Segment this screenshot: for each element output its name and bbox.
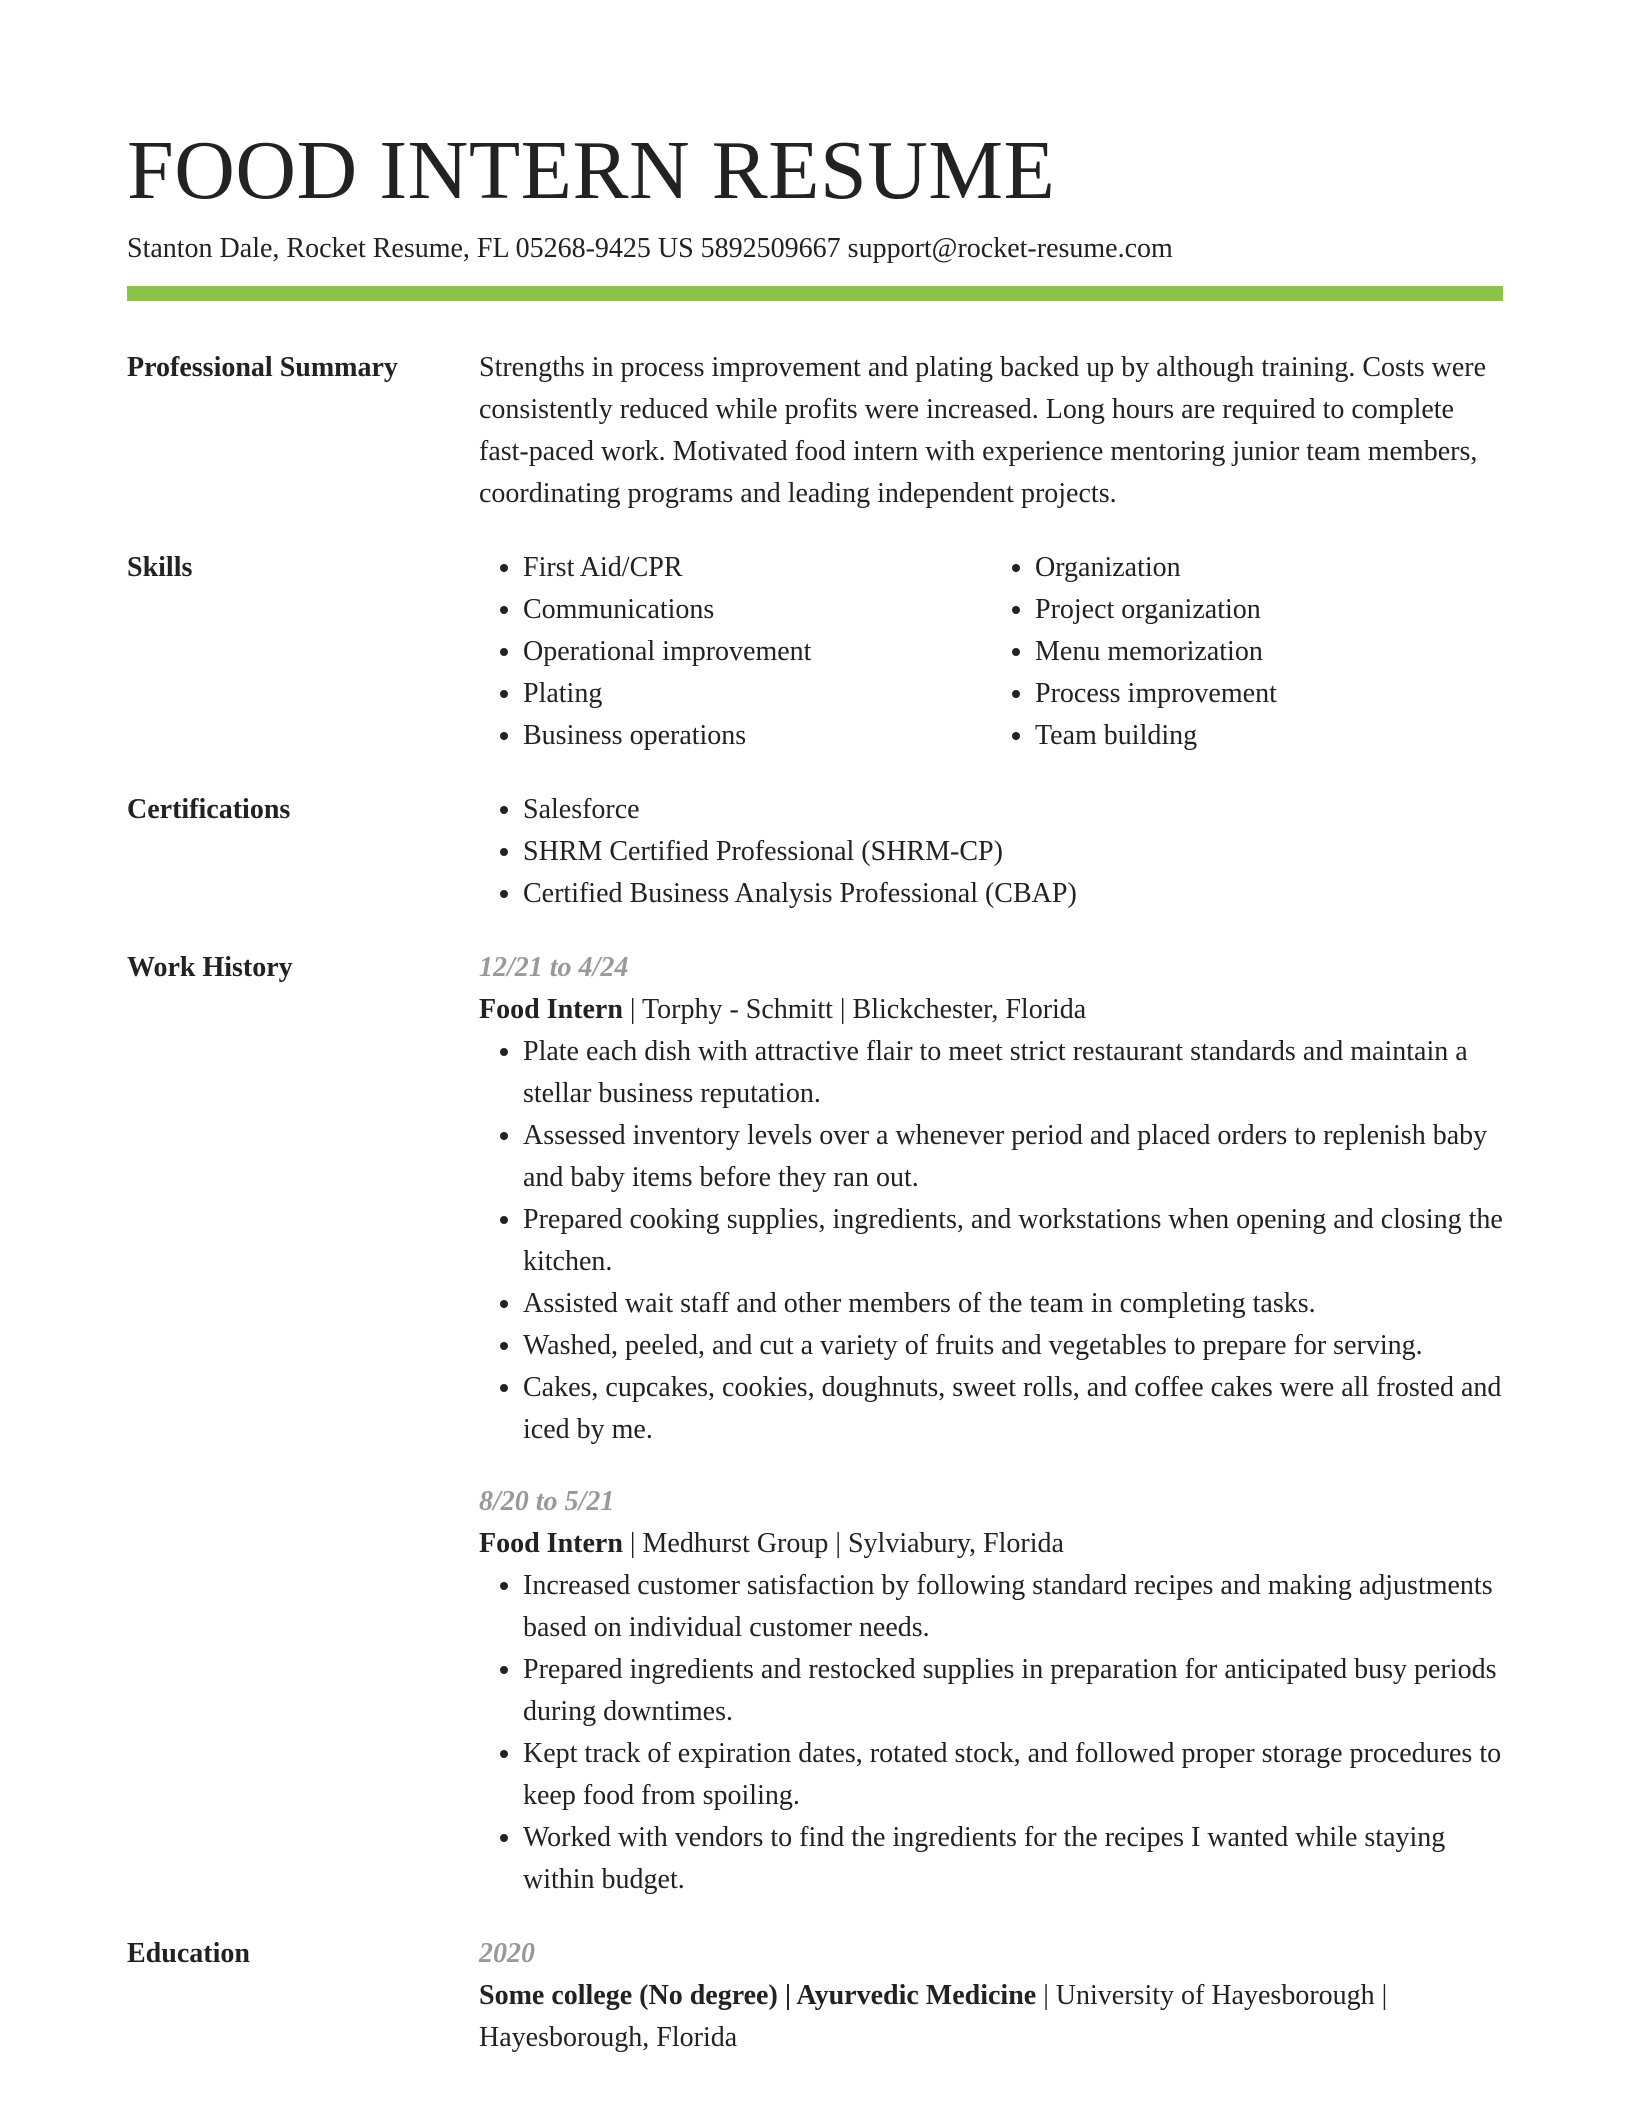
summary-body [479,347,1503,515]
summary-section [127,347,1503,515]
skill-item: • Communications [523,589,991,631]
section-title-summary: Professional Summary [127,352,398,383]
resume-sections [127,347,1503,2091]
job-duties-list [479,1565,1503,1901]
certifications-section [127,789,1503,915]
job-role: Food Intern [479,1528,623,1559]
skill-item: • Plating [523,673,991,715]
education-school-location: | University of Hayesborough | Hayesborough, Florida [479,1980,1388,2053]
job-duty: • Plate each dish with attractive flair to meet strict restaurant standards and maintain a stellar business reputation. [523,1031,1503,1115]
job-duty: • Increased customer satisfaction by following standard recipes and making adjustments based on individual customer needs. [523,1565,1503,1649]
skill-item: • Operational improvement [523,631,991,673]
skills-section [127,547,1503,757]
skill-item: • Process improvement [1035,673,1503,715]
certification-item: • SHRM Certified Professional (SHRM-CP) [523,831,1503,873]
education-degree: Some college (No degree) | Ayurvedic Medicine [479,1980,1037,2011]
job-role: Food Intern [479,994,623,1025]
section-title-work-history: Work History [127,952,293,983]
header-divider [127,286,1503,301]
job-employer-location: | Torphy - Schmitt | Blickchester, Florida [622,994,1087,1025]
skills-list-left [479,547,991,757]
job-entry [479,1481,1503,1901]
skill-item: • Team building [1035,715,1503,757]
skill-item: • Organization [1035,547,1503,589]
skill-item: • Business operations [523,715,991,757]
job-duty: • Cakes, cupcakes, cookies, doughnuts, sweet rolls, and coffee cakes were all frosted and iced by me. [523,1367,1503,1451]
skills-body [479,547,1503,757]
job-dates: 8/20 to 5/21 [479,1486,615,1517]
education-year: 2020 [479,1938,535,1969]
skill-item: • Menu memorization [1035,631,1503,673]
job-title-line [479,989,1503,1031]
certifications-list [479,789,1503,915]
job-employer-location: | Medhurst Group | Sylviabury, Florida [622,1528,1064,1559]
contact-line: Stanton Dale, Rocket Resume, FL 05268-9425 US 5892509667 support@rocket-resume.com [127,233,1173,264]
skill-item: • First Aid/CPR [523,547,991,589]
job-duty: • Prepared ingredients and restocked supplies in preparation for anticipated busy periods during downtimes. [523,1649,1503,1733]
job-duties-list [479,1031,1503,1451]
certification-item: • Certified Business Analysis Professional (CBAP) [523,873,1503,915]
summary-text: Strengths in process improvement and plating backed up by although training. Costs were consistently reduced while profits were increased. Long hours are required to complete fast-paced work. Motivated food intern with experience mentoring junior team members, coordinating programs and leading independent projects. [479,352,1487,509]
education-section [127,1933,1503,2059]
job-title-line [479,1523,1503,1565]
education-body [479,1933,1503,2059]
section-title-certifications: Certifications [127,794,291,825]
certification-item: • Salesforce [523,789,1503,831]
certifications-body [479,789,1503,915]
job-duty: • Washed, peeled, and cut a variety of fruits and vegetables to prepare for serving. [523,1325,1503,1367]
work-history-section [127,947,1503,1901]
job-dates: 12/21 to 4/24 [479,952,629,983]
job-duty: • Kept track of expiration dates, rotated stock, and followed proper storage procedures to keep food from spoiling. [523,1733,1503,1817]
education-line [479,1975,1503,2059]
job-entry [479,947,1503,1451]
job-duty: • Assessed inventory levels over a whenever period and placed orders to replenish baby and baby items before they ran out. [523,1115,1503,1199]
job-duty: • Prepared cooking supplies, ingredients, and workstations when opening and closing the kitchen. [523,1199,1503,1283]
job-duty: • Worked with vendors to find the ingredients for the recipes I wanted while staying within budget. [523,1817,1503,1901]
skill-item: • Project organization [1035,589,1503,631]
job-duty: • Assisted wait staff and other members of the team in completing tasks. [523,1283,1503,1325]
skills-list-right [991,547,1503,757]
page-title: FOOD INTERN RESUME [127,124,1056,217]
work-history-body [479,947,1503,1901]
section-title-education: Education [127,1938,250,1969]
section-title-skills: Skills [127,552,193,583]
